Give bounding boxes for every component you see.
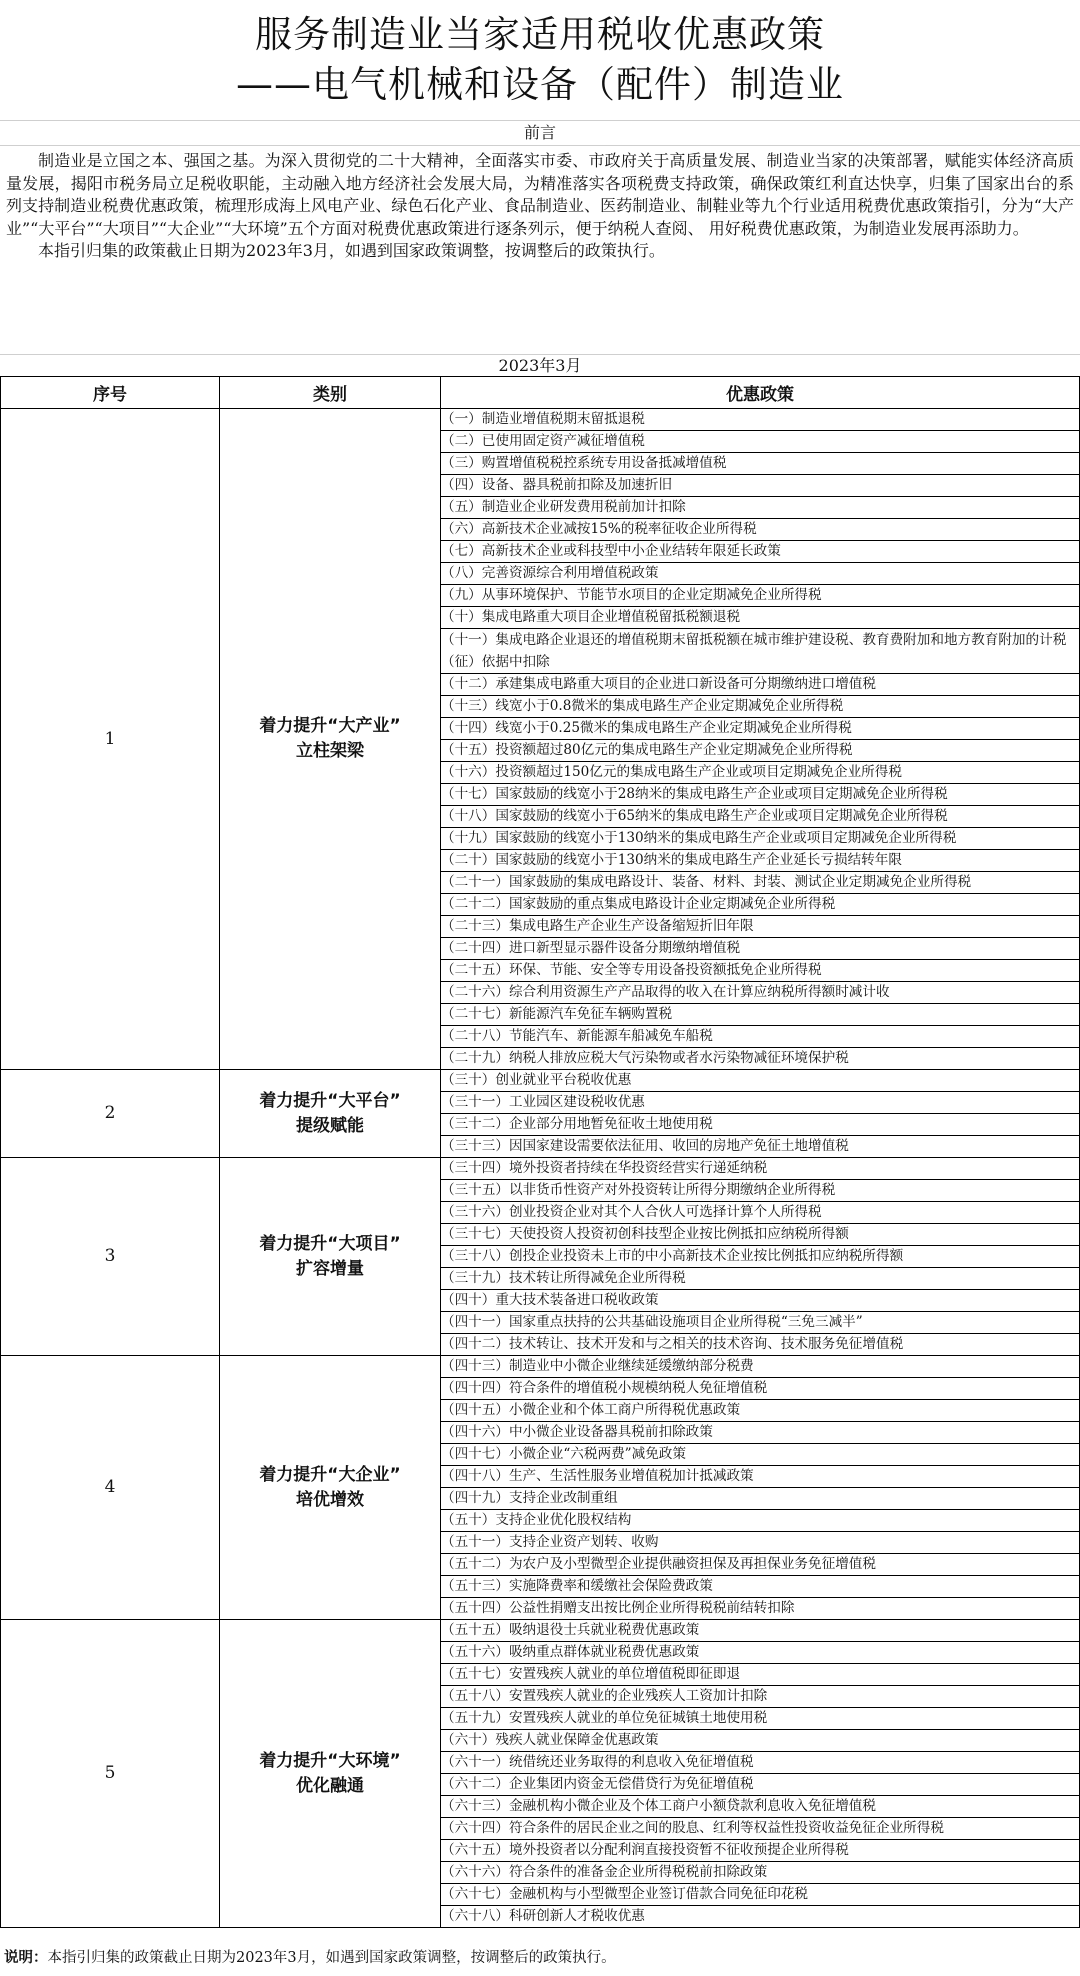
policy-item: （三十九）技术转让所得减免企业所得税 xyxy=(441,1268,1080,1290)
policy-item: （五十六）吸纳重点群体就业税费优惠政策 xyxy=(441,1642,1080,1664)
policy-item: （十九）国家鼓励的线宽小于130纳米的集成电路生产企业或项目定期减免企业所得税 xyxy=(441,828,1080,850)
policy-item: （四十六）中小微企业设备器具税前扣除政策 xyxy=(441,1422,1080,1444)
policy-item: （二十）国家鼓励的线宽小于130纳米的集成电路生产企业延长亏损结转年限 xyxy=(441,850,1080,872)
policy-item: （四十九）支持企业改制重组 xyxy=(441,1488,1080,1510)
header-policy: 优惠政策 xyxy=(441,377,1080,409)
policy-item: （五十九）安置残疾人就业的单位免征城镇土地使用税 xyxy=(441,1708,1080,1730)
policy-item: （十一）集成电路企业退还的增值税期末留抵税额在城市维护建设税、教育费附加和地方教育附加的计税（征）依据中扣除 xyxy=(441,629,1080,674)
policy-item: （一）制造业增值税期末留抵退税 xyxy=(441,409,1080,431)
policy-item: （六十三）金融机构小微企业及个体工商户小额贷款利息收入免征增值税 xyxy=(441,1796,1080,1818)
policy-item: （十二）承建集成电路重大项目的企业进口新设备可分期缴纳进口增值税 xyxy=(441,674,1080,696)
policy-item: （五）制造业企业研发费用税前加计扣除 xyxy=(441,497,1080,519)
category-line: 培优增效 xyxy=(296,1489,364,1510)
preface-paragraph: 本指引归集的政策截止日期为2023年3月，如遇到国家政策调整，按调整后的政策执行。 xyxy=(38,241,665,260)
category-line: 着力提升“大平台” xyxy=(259,1090,401,1111)
policy-item: （二十六）综合利用资源生产产品取得的收入在计算应纳税所得额时减计收 xyxy=(441,982,1080,1004)
policy-item: （六十五）境外投资者以分配利润直接投资暂不征收预提企业所得税 xyxy=(441,1840,1080,1862)
policy-item: （八）完善资源综合利用增值税政策 xyxy=(441,563,1080,585)
group-seq: 5 xyxy=(1,1620,220,1928)
policy-table xyxy=(0,376,1080,1928)
policy-item: （五十八）安置残疾人就业的企业残疾人工资加计扣除 xyxy=(441,1686,1080,1708)
group-seq: 4 xyxy=(1,1356,220,1620)
policy-item: （六十二）企业集团内资金无偿借贷行为免征增值税 xyxy=(441,1774,1080,1796)
footer-note xyxy=(4,1947,1076,1969)
table-row xyxy=(1,1620,1080,1642)
group-category xyxy=(220,1158,441,1356)
policy-item: （二）已使用固定资产减征增值税 xyxy=(441,431,1080,453)
policy-item: （四十四）符合条件的增值税小规模纳税人免征增值税 xyxy=(441,1378,1080,1400)
header-category: 类别 xyxy=(220,377,441,409)
policy-item: （七）高新技术企业或科技型中小企业结转年限延长政策 xyxy=(441,541,1080,563)
policy-item: （十六）投资额超过150亿元的集成电路生产企业或项目定期减免企业所得税 xyxy=(441,762,1080,784)
policy-item: （二十三）集成电路生产企业生产设备缩短折旧年限 xyxy=(441,916,1080,938)
category-line: 提级赋能 xyxy=(296,1115,364,1136)
group-seq: 2 xyxy=(1,1070,220,1158)
group-category xyxy=(220,409,441,1070)
policy-item: （二十五）环保、节能、安全等专用设备投资额抵免企业所得税 xyxy=(441,960,1080,982)
policy-item: （五十三）实施降费率和缓缴社会保险费政策 xyxy=(441,1576,1080,1598)
policy-item: （三十七）天使投资人投资初创科技型企业按比例抵扣应纳税所得额 xyxy=(441,1224,1080,1246)
policy-item: （三十一）工业园区建设税收优惠 xyxy=(441,1092,1080,1114)
policy-item: （五十一）支持企业资产划转、收购 xyxy=(441,1532,1080,1554)
policy-item: （十五）投资额超过80亿元的集成电路生产企业定期减免企业所得税 xyxy=(441,740,1080,762)
policy-item: （六十一）统借统还业务取得的利息收入免征增值税 xyxy=(441,1752,1080,1774)
table-row xyxy=(1,409,1080,431)
policy-item: （三十）创业就业平台税收优惠 xyxy=(441,1070,1080,1092)
policy-item: （四十七）小微企业“六税两费”减免政策 xyxy=(441,1444,1080,1466)
group-seq: 3 xyxy=(1,1158,220,1356)
policy-item: （四十）重大技术装备进口税收政策 xyxy=(441,1290,1080,1312)
policy-item: （六十四）符合条件的居民企业之间的股息、红利等权益性投资收益免征企业所得税 xyxy=(441,1818,1080,1840)
date-line: 2023年3月 xyxy=(0,354,1080,377)
policy-item: （五十二）为农户及小型微型企业提供融资担保及再担保业务免征增值税 xyxy=(441,1554,1080,1576)
policy-item: （六十七）金融机构与小型微型企业签订借款合同免征印花税 xyxy=(441,1884,1080,1906)
policy-item: （四十三）制造业中小微企业继续延缓缴纳部分税费 xyxy=(441,1356,1080,1378)
policy-item: （二十八）节能汽车、新能源车船减免车船税 xyxy=(441,1026,1080,1048)
policy-item: （十七）国家鼓励的线宽小于28纳米的集成电路生产企业或项目定期减免企业所得税 xyxy=(441,784,1080,806)
policy-item: （四）设备、器具税前扣除及加速折旧 xyxy=(441,475,1080,497)
policy-item: （四十一）国家重点扶持的公共基础设施项目企业所得税“三免三减半” xyxy=(441,1312,1080,1334)
policy-item: （五十五）吸纳退役士兵就业税费优惠政策 xyxy=(441,1620,1080,1642)
policy-item: （六十八）科研创新人才税收优惠 xyxy=(441,1906,1080,1928)
policy-item: （二十九）纳税人排放应税大气污染物或者水污染物减征环境保护税 xyxy=(441,1048,1080,1070)
policy-item: （四十五）小微企业和个体工商户所得税优惠政策 xyxy=(441,1400,1080,1422)
policy-item: （三十六）创业投资企业对其个人合伙人可选择计算个人所得税 xyxy=(441,1202,1080,1224)
table-header-row xyxy=(1,377,1080,409)
table-row xyxy=(1,1158,1080,1180)
group-category xyxy=(220,1620,441,1928)
policy-item: （五十七）安置残疾人就业的单位增值税即征即退 xyxy=(441,1664,1080,1686)
policy-item: （二十四）进口新型显示器件设备分期缴纳增值税 xyxy=(441,938,1080,960)
policy-item: （十四）线宽小于0.25微米的集成电路生产企业定期减免企业所得税 xyxy=(441,718,1080,740)
title-line-2: ——电气机械和设备（配件）制造业 xyxy=(236,63,844,106)
group-category xyxy=(220,1070,441,1158)
title-line-1: 服务制造业当家适用税收优惠政策 xyxy=(255,13,825,56)
policy-item: （十三）线宽小于0.8微米的集成电路生产企业定期减免企业所得税 xyxy=(441,696,1080,718)
table-row xyxy=(1,1070,1080,1092)
policy-item: （十八）国家鼓励的线宽小于65纳米的集成电路生产企业或项目定期减免企业所得税 xyxy=(441,806,1080,828)
footer-text: 本指引归集的政策截止日期为2023年3月，如遇到国家政策调整，按调整后的政策执行。 xyxy=(47,1950,616,1966)
policy-item: （五十）支持企业优化股权结构 xyxy=(441,1510,1080,1532)
preface-paragraph: 制造业是立国之本、强国之基。为深入贯彻党的二十大精神，全面落实市委、市政府关于高质量发展、制造业当家的决策部署，赋能实体经济高质量发展，揭阳市税务局立足税收职能，主动融入地方经济社会发展大局，为精准落实各项税费支持政策，确保政策红利直达快享，归集了国家出台的系列支持制造业税费优惠政策，梳理形成海上风电产业、绿色石化产业、食品制造业、医药制造业、制鞋业等九个行业适用税费优惠政策指引，分为“大产业”“大平台”“大项目”“大企业”“大环境”五个方面对税费优惠政策进行逐条列示，便于纳税人查阅、 用好税费优惠政策，为制造业发展再添助力。 xyxy=(6,151,1074,238)
category-line: 着力提升“大产业” xyxy=(259,716,401,736)
policy-item: （十）集成电路重大项目企业增值税留抵税额退税 xyxy=(441,607,1080,629)
policy-item: （九）从事环境保护、节能节水项目的企业定期减免企业所得税 xyxy=(441,585,1080,607)
policy-item: （二十七）新能源汽车免征车辆购置税 xyxy=(441,1004,1080,1026)
table-row xyxy=(1,1356,1080,1378)
preface-body xyxy=(6,150,1074,263)
policy-item: （四十八）生产、生活性服务业增值税加计抵减政策 xyxy=(441,1466,1080,1488)
preface-heading: 前言 xyxy=(0,120,1080,146)
policy-item: （四十二）技术转让、技术开发和与之相关的技术咨询、技术服务免征增值税 xyxy=(441,1334,1080,1356)
document-title xyxy=(0,0,1080,116)
policy-item: （三十三）因国家建设需要依法征用、收回的房地产免征土地增值税 xyxy=(441,1136,1080,1158)
policy-item: （六十）残疾人就业保障金优惠政策 xyxy=(441,1730,1080,1752)
category-line: 着力提升“大环境” xyxy=(259,1750,401,1771)
policy-item: （三十五）以非货币性资产对外投资转让所得分期缴纳企业所得税 xyxy=(441,1180,1080,1202)
policy-item: （六）高新技术企业减按15%的税率征收企业所得税 xyxy=(441,519,1080,541)
policy-item: （三十四）境外投资者持续在华投资经营实行递延纳税 xyxy=(441,1158,1080,1180)
category-line: 优化融通 xyxy=(296,1775,364,1796)
footer-label: 说明： xyxy=(4,1950,48,1966)
header-seq: 序号 xyxy=(1,377,220,409)
category-line: 着力提升“大企业” xyxy=(259,1464,401,1485)
policy-item: （三）购置增值税税控系统专用设备抵减增值税 xyxy=(441,453,1080,475)
policy-item: （三十八）创投企业投资未上市的中小高新技术企业按比例抵扣应纳税所得额 xyxy=(441,1246,1080,1268)
policy-item: （六十六）符合条件的准备金企业所得税税前扣除政策 xyxy=(441,1862,1080,1884)
policy-table-body xyxy=(1,409,1080,1928)
policy-item: （三十二）企业部分用地暂免征收土地使用税 xyxy=(441,1114,1080,1136)
policy-item: （五十四）公益性捐赠支出按比例企业所得税税前结转扣除 xyxy=(441,1598,1080,1620)
category-line: 立柱架梁 xyxy=(296,741,364,761)
policy-item: （二十二）国家鼓励的重点集成电路设计企业定期减免企业所得税 xyxy=(441,894,1080,916)
category-line: 扩容增量 xyxy=(296,1258,364,1279)
policy-item: （二十一）国家鼓励的集成电路设计、装备、材料、封装、测试企业定期减免企业所得税 xyxy=(441,872,1080,894)
group-category xyxy=(220,1356,441,1620)
category-line: 着力提升“大项目” xyxy=(259,1233,401,1254)
group-seq: 1 xyxy=(1,409,220,1070)
